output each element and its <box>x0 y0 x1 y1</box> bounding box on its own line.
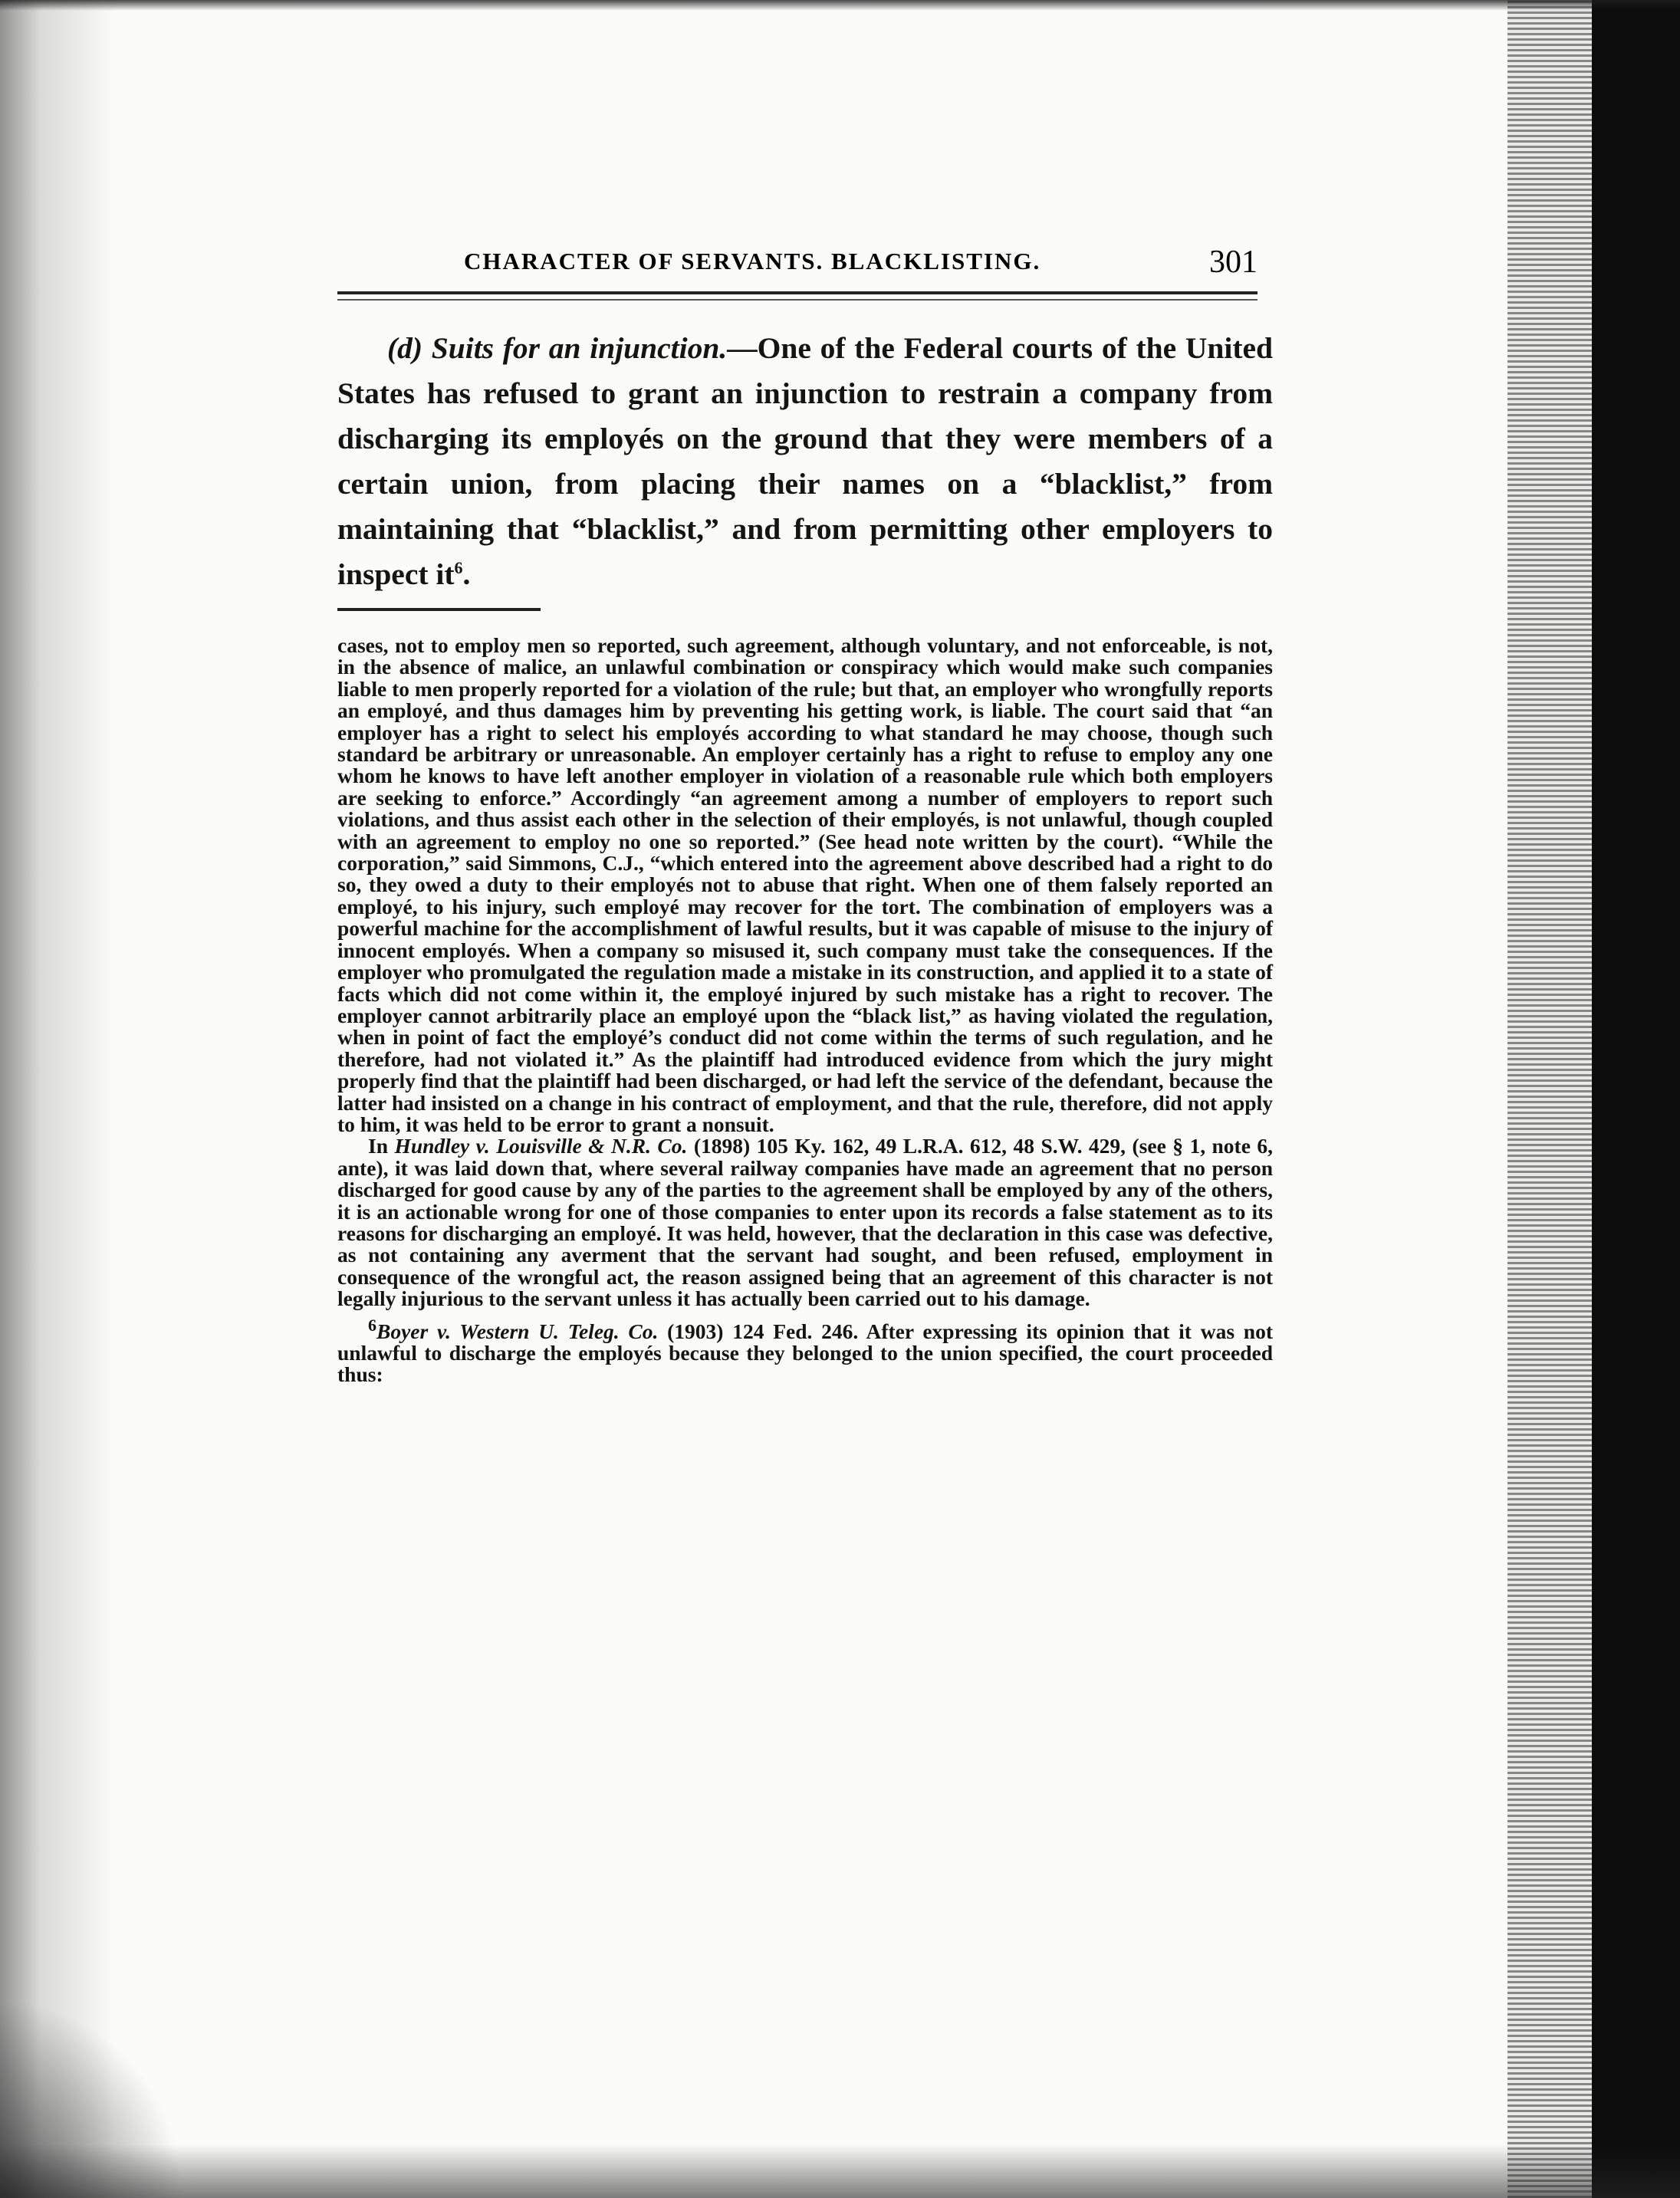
scan-border-top <box>0 0 1680 11</box>
hundley-intro: In <box>368 1134 395 1158</box>
hundley-case-name: Hundley v. Louisville & N.R. Co. <box>394 1134 688 1158</box>
footnote-six-text: (1903) 124 Fed. 246. After expressing its opinion that it was not unlawful to discharge the employés because they belonged to the union specified, the court proceeded thus: <box>337 1319 1273 1387</box>
scan-border-bottom <box>0 2144 1680 2198</box>
footnote-rule <box>337 608 541 611</box>
page-number: 301 <box>1209 245 1258 280</box>
main-paragraph-text: —One of the Federal courts of the United States has refused to grant an injunction to restrain a company from discharging its employés on the ground that they were members of a certain union, from placing their names on a “blacklist,” from maintaining that “blacklist,” and from permitting other employers to inspect it <box>337 331 1273 591</box>
footnote-marker: 6 <box>454 557 463 577</box>
header-rule-thin <box>337 299 1258 301</box>
boyer-case-name: Boyer v. Western U. Teleg. Co. <box>376 1319 659 1343</box>
main-paragraph-end: . <box>462 557 471 591</box>
footnote-six-marker: 6 <box>368 1315 376 1335</box>
section-heading: (d) Suits for an injunction. <box>387 331 728 365</box>
scan-border-right <box>1592 0 1680 2198</box>
hundley-text: (1898) 105 Ky. 162, 49 L.R.A. 612, 48 S.W. 429, (see § 1, note 6, ante), it was laid down that, where several railway companies have made an agreement that no person discharged for good cause by any of the parties to the agreement shall be employed by any of the others, it is an actionable wrong for one of those companies to enter upon its records a false statement as to its reasons for discharging an employé. It was held, however, that the declaration in this case was defective, as not containing any averment that the servant had sought, and been refused, employment in consequence of the wrongful act, the reason assigned being that an agreement of this character is not legally injurious to the servant unless it has actually been carried out to his damage. <box>337 1134 1274 1311</box>
main-paragraph <box>337 326 1273 597</box>
footnote-hundley <box>337 1135 1273 1309</box>
scan-blot-bottom-left <box>0 1999 184 2198</box>
running-title: CHARACTER OF SERVANTS. BLACKLISTING. <box>464 248 1041 274</box>
running-head <box>337 244 1258 282</box>
scan-page-edge-right <box>1507 0 1592 2198</box>
footnote-continuation: cases, not to employ men so reported, such agreement, although voluntary, and not enforceable, is not, in the absence of malice, an unlawful combination or conspiracy which would make such companies liable to men properly reported for a violation of the rule; but that, an employer who wrongfully reports an employé, and thus damages him by preventing his getting work, is liable. The court said that “an employer has a right to select his employés according to what standard he may choose, though such standard be arbitrary or unreasonable. An employer certainly has a right to refuse to employ any one whom he knows to have left another employer in violation of a reasonable rule which both employers are seeking to enforce.” Accordingly “an agreement among a number of employers to report such violations, and thus assist each other in the selection of their employés, is not unlawful, though coupled with an agreement to employ no one so reported.” (See head note written by the court). “While the corporation,” said Simmons, C.J., “which entered into the agreement above described had a right to do so, they owed a duty to their employés not to abuse that right. When one of them falsely reported an employé, to his injury, such employé may recover for the tort. The combination of employers was a powerful machine for the accomplishment of lawful results, but it was capable of misuse to the injury of innocent employés. When a company so misused it, such company must take the consequences. If the employer who promulgated the regulation made a mistake in its construction, and applied it to a state of facts which did not come within it, the employé injured by such mistake has a right to recover. The employer cannot arbitrarily place an employé upon the “black list,” as having violated the regulation, when in point of fact the employé’s conduct did not come within the terms of such regulation, and he therefore, had not violated it.” As the plaintiff had introduced evidence from which the jury might properly find that the plaintiff had been discharged, or had left the service of the defendant, because the latter had insisted on a change in his contract of employment, and that the rule, therefore, did not apply to him, it was held to be error to grant a nonsuit. <box>337 633 1273 1136</box>
footnotes <box>337 635 1273 1386</box>
header-rule <box>337 291 1258 294</box>
footnote-six <box>337 1315 1273 1387</box>
scan-shadow-left <box>0 0 115 2198</box>
